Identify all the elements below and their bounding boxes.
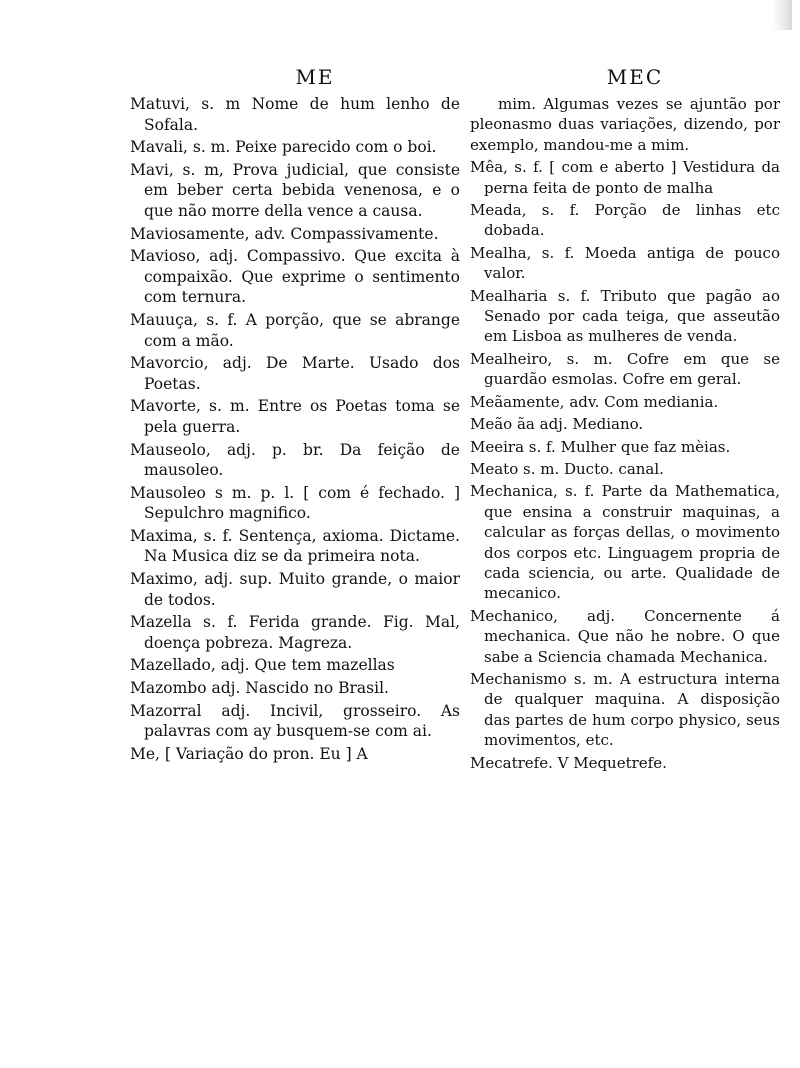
right-column — [470, 64, 780, 775]
dictionary-entry: Mausoleo s m. p. l. [ com é fechado. ] Sepulchro magnifico. — [130, 483, 460, 523]
dictionary-entry: Meato s. m. Ducto. canal. — [470, 459, 664, 478]
dictionary-entry: mim. Algumas vezes se ajuntão por pleonasmo duas variações, dizendo, por exemplo, mandou-me a mim. — [470, 95, 780, 154]
dictionary-entry: Mauseolo, adj. p. br. Da feição de mausoleo. — [130, 440, 460, 480]
dictionary-entry: Mealharia s. f. Tributo que pagão ao Senado por cada teiga, que asseutão em Lisboa as mulheres de venda. — [470, 286, 780, 346]
dictionary-entry: Mavali, s. m. Peixe parecido com o boi. — [130, 138, 437, 157]
dictionary-entry: Me, [ Variação do pron. Eu ] A — [130, 744, 368, 763]
dictionary-entry: Mazellado, adj. Que tem mazellas — [130, 656, 395, 675]
dictionary-entry: Mecatrefe. V Mequetrefe. — [470, 753, 667, 772]
dictionary-entry: Mealha, s. f. Moeda antiga de pouco valor. — [470, 243, 780, 283]
dictionary-entry: Matuvi, s. m Nome de hum lenho de Sofala. — [130, 95, 460, 134]
left-column — [130, 64, 460, 766]
dictionary-entry: Mavorcio, adj. De Marte. Usado dos Poetas. — [130, 354, 460, 393]
dictionary-entry: Meãamente, adv. Com mediania. — [470, 392, 719, 411]
dictionary-entry: Mechanica, s. f. Parte da Mathematica, que ensina a construir maquinas, a calcular as forças dellas, o movimento dos corpos etc. Linguagem propria de cada sciencia, ou arte. Qualidade de mecanico. — [470, 482, 780, 603]
page-edge-shadow — [772, 0, 792, 30]
dictionary-entry: Mechanico, adj. Concernente á mechanica. Que não he nobre. O que sabe a Sciencia chamada Mechanica. — [470, 606, 780, 666]
dictionary-entry: Maviosamente, adv. Compassivamente. — [130, 224, 439, 243]
dictionary-entry: Meada, s. f. Porção de linhas etc dobada. — [470, 201, 780, 240]
dictionary-entry: Mauuça, s. f. A porção, que se abrange com a mão. — [130, 310, 460, 350]
dictionary-entry: Mealheiro, s. m. Cofre em que se guardão esmolas. Cofre em geral. — [470, 349, 780, 389]
dictionary-entry: Mavorte, s. m. Entre os Poetas toma se pela guerra. — [130, 397, 460, 436]
left-column-header: ME — [295, 65, 335, 89]
dictionary-entry: Mazorral adj. Incivil, grosseiro. As palavras com ay busquem-se com ai. — [130, 701, 460, 741]
dictionary-entry: Mazombo adj. Nascido no Brasil. — [130, 679, 389, 698]
dictionary-entry: Maximo, adj. sup. Muito grande, o maior de todos. — [130, 570, 460, 609]
dictionary-entry: Meeira s. f. Mulher que faz mèias. — [470, 437, 731, 456]
dictionary-entry: Mavi, s. m, Prova judicial, que consiste em beber certa bebida venenosa, e o que não morre della vence a causa. — [130, 160, 460, 220]
dictionary-entry: Mavioso, adj. Compassivo. Que excita à compaixão. Que exprime o sentimento com ternura. — [130, 247, 460, 307]
dictionary-entry: Mazella s. f. Ferida grande. Fig. Mal, doença pobreza. Magreza. — [130, 613, 460, 652]
dictionary-entry: Mêa, s. f. [ com e aberto ] Vestidura da perna feita de ponto de malha — [470, 158, 780, 197]
dictionary-entry: Mechanismo s. m. A estructura interna de qualquer maquina. A disposição das partes de hum corpo physico, seus movimentos, etc. — [470, 669, 780, 750]
dictionary-entry: Maxima, s. f. Sentença, axioma. Dictame. Na Musica diz se da primeira nota. — [130, 526, 460, 566]
right-column-header: MEC — [606, 65, 664, 89]
dictionary-entry: Meão ãa adj. Mediano. — [470, 415, 644, 434]
